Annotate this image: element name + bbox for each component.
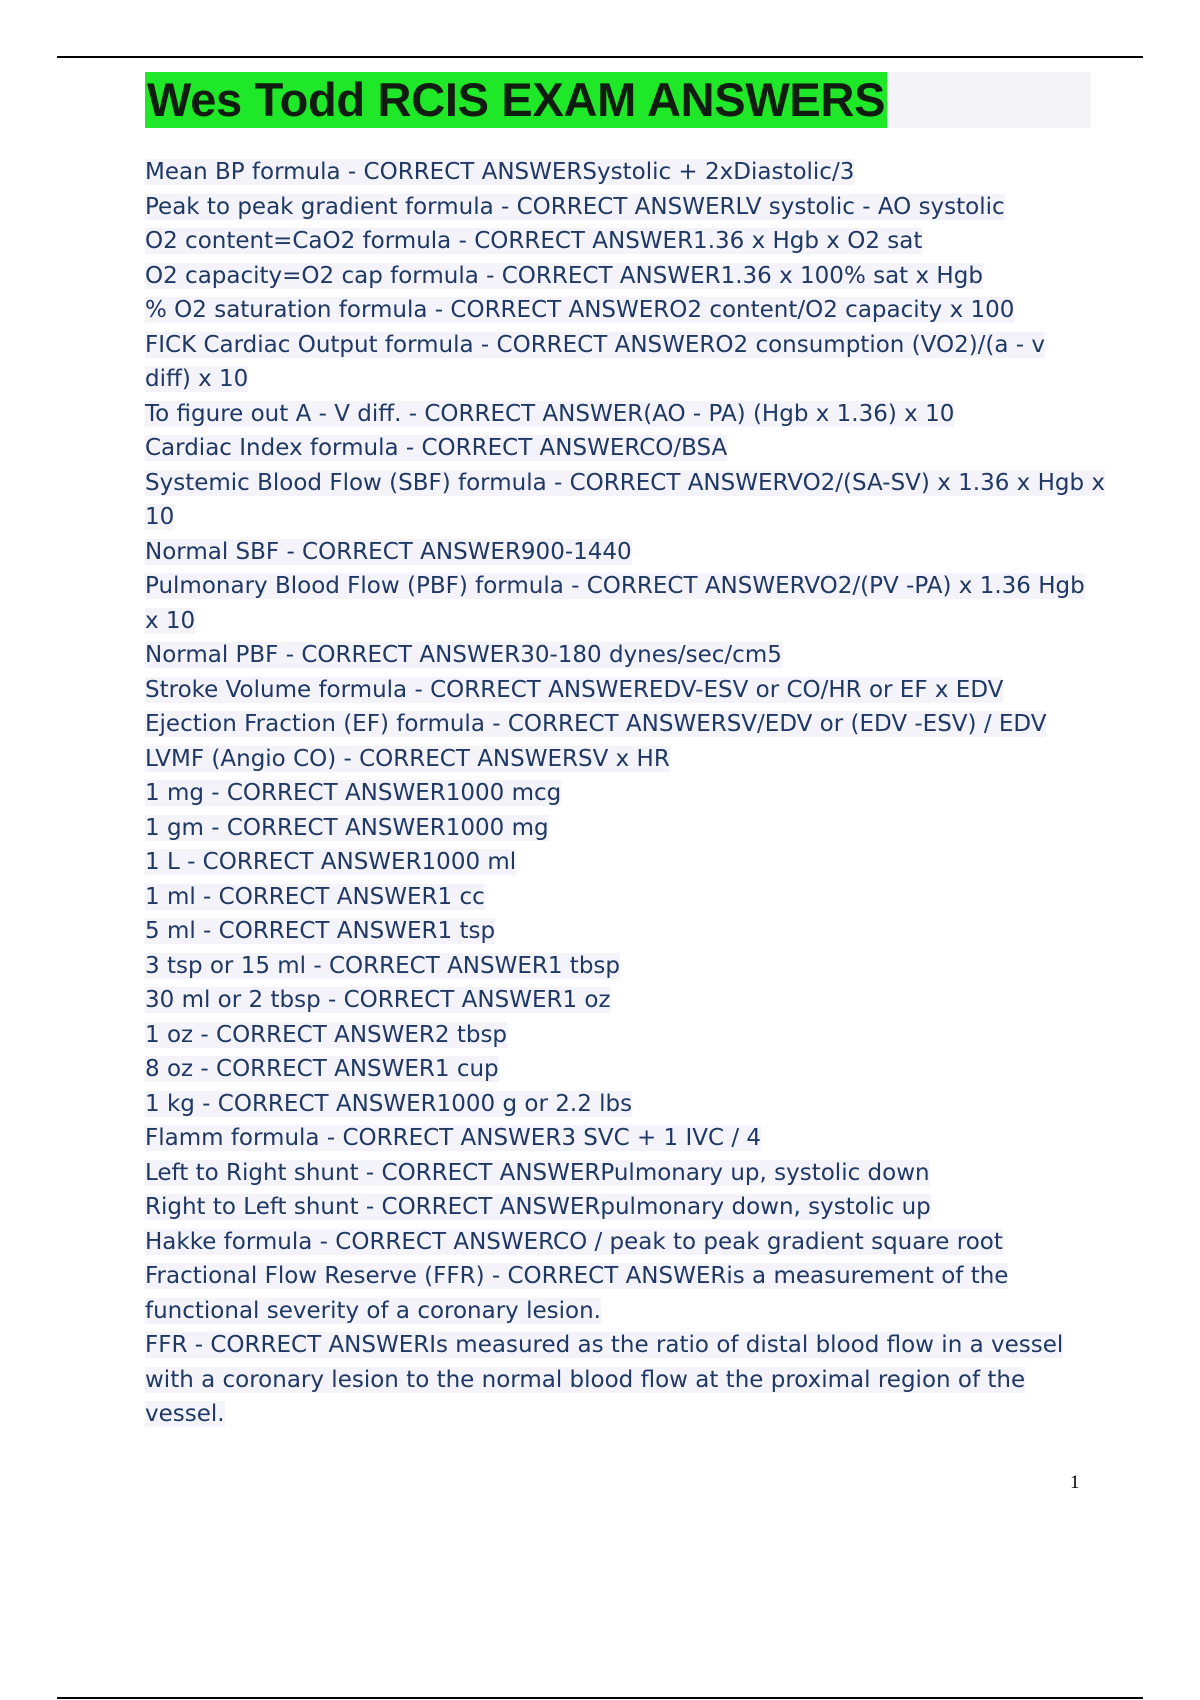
text-line: [145, 1052, 1095, 1087]
text-line: [145, 1087, 1095, 1122]
text-line-content: 10: [145, 504, 175, 530]
text-line: [145, 880, 1095, 915]
text-line-content: O2 capacity=O2 cap formula - CORRECT ANSWER1.36 x 100% sat x Hgb: [145, 262, 983, 289]
text-line-content: FICK Cardiac Output formula - CORRECT ANSWERO2 consumption (VO2)/(a - v: [145, 331, 1046, 358]
text-line-content: % O2 saturation formula - CORRECT ANSWERO2 content/O2 capacity x 100: [145, 297, 1015, 323]
text-line: [145, 604, 1095, 639]
page-number: 1: [1070, 1472, 1080, 1493]
text-line-content: x 10: [145, 607, 196, 634]
text-line-content: vessel.: [145, 1401, 225, 1427]
text-line-content: 1 gm - CORRECT ANSWER1000 mg: [145, 814, 549, 841]
text-line-content: 30 ml or 2 tbsp - CORRECT ANSWER1 oz: [145, 987, 611, 1013]
text-line: [145, 155, 1095, 190]
text-line: [145, 742, 1095, 777]
title-band: [145, 72, 1091, 128]
text-line-content: Peak to peak gradient formula - CORRECT ANSWERLV systolic - AO systolic: [145, 193, 1005, 220]
text-line: [145, 776, 1095, 811]
text-line: [145, 397, 1095, 432]
text-line-content: 1 kg - CORRECT ANSWER1000 g or 2.2 lbs: [145, 1090, 633, 1117]
text-line-content: O2 content=CaO2 formula - CORRECT ANSWER1.36 x Hgb x O2 sat: [145, 228, 923, 254]
text-line: [145, 845, 1095, 880]
text-line-content: 8 oz - CORRECT ANSWER1 cup: [145, 1056, 499, 1082]
text-line: [145, 500, 1095, 535]
text-line-content: 1 L - CORRECT ANSWER1000 ml: [145, 849, 517, 875]
text-line-content: functional severity of a coronary lesion.: [145, 1297, 601, 1324]
text-line-content: 3 tsp or 15 ml - CORRECT ANSWER1 tbsp: [145, 952, 621, 979]
text-line-content: Hakke formula - CORRECT ANSWERCO / peak to peak gradient square root: [145, 1228, 1003, 1255]
text-line-content: Normal SBF - CORRECT ANSWER900-1440: [145, 538, 632, 565]
document-title: Wes Todd RCIS EXAM ANSWERS: [147, 73, 886, 126]
text-line: [145, 1294, 1095, 1329]
bottom-rule: [57, 1697, 1143, 1699]
text-line: [145, 362, 1095, 397]
text-line: [145, 259, 1095, 294]
text-line-content: with a coronary lesion to the normal blood flow at the proximal region of the: [145, 1366, 1026, 1393]
text-line: [145, 1225, 1095, 1260]
text-line-content: LVMF (Angio CO) - CORRECT ANSWERSV x HR: [145, 745, 670, 772]
text-line: [145, 638, 1095, 673]
text-line: [145, 673, 1095, 708]
text-line-content: Mean BP formula - CORRECT ANSWERSystolic + 2xDiastolic/3: [145, 159, 855, 185]
text-line-content: Flamm formula - CORRECT ANSWER3 SVC + 1 IVC / 4: [145, 1125, 762, 1151]
text-line: [145, 1121, 1095, 1156]
text-line: [145, 190, 1095, 225]
text-line-content: FFR - CORRECT ANSWERIs measured as the ratio of distal blood flow in a vessel: [145, 1332, 1064, 1358]
text-line: [145, 1363, 1095, 1398]
text-line: [145, 1156, 1095, 1191]
text-line-content: 5 ml - CORRECT ANSWER1 tsp: [145, 918, 496, 944]
text-line: [145, 535, 1095, 570]
text-line: [145, 293, 1095, 328]
text-line: [145, 1259, 1095, 1294]
top-rule: [57, 56, 1143, 58]
text-line: [145, 811, 1095, 846]
text-line-content: To figure out A - V diff. - CORRECT ANSWER(AO - PA) (Hgb x 1.36) x 10: [145, 400, 955, 427]
text-line-content: Cardiac Index formula - CORRECT ANSWERCO/BSA: [145, 435, 728, 461]
text-line-content: 1 mg - CORRECT ANSWER1000 mcg: [145, 780, 562, 806]
text-line: [145, 1328, 1095, 1363]
text-line: [145, 1190, 1095, 1225]
text-line: [145, 431, 1095, 466]
text-line: [145, 1397, 1095, 1432]
text-line: [145, 328, 1095, 363]
text-line: [145, 983, 1095, 1018]
text-line-content: 1 ml - CORRECT ANSWER1 cc: [145, 883, 485, 910]
text-line-content: Pulmonary Blood Flow (PBF) formula - CORRECT ANSWERVO2/(PV -PA) x 1.36 Hgb: [145, 573, 1085, 599]
text-line: [145, 949, 1095, 984]
text-line-content: diff) x 10: [145, 366, 249, 392]
text-line: [145, 224, 1095, 259]
text-line-content: Ejection Fraction (EF) formula - CORRECT ANSWERSV/EDV or (EDV -ESV) / EDV: [145, 711, 1047, 737]
text-line: [145, 569, 1095, 604]
text-line-content: Left to Right shunt - CORRECT ANSWERPulmonary up, systolic down: [145, 1159, 930, 1186]
text-line-content: Normal PBF - CORRECT ANSWER30-180 dynes/sec/cm5: [145, 642, 782, 668]
text-line: [145, 914, 1095, 949]
text-line-content: Stroke Volume formula - CORRECT ANSWEREDV-ESV or CO/HR or EF x EDV: [145, 676, 1004, 703]
text-line-content: Right to Left shunt - CORRECT ANSWERpulmonary down, systolic up: [145, 1194, 931, 1220]
text-line-content: Systemic Blood Flow (SBF) formula - CORRECT ANSWERVO2/(SA-SV) x 1.36 x Hgb x: [145, 469, 1105, 496]
text-line: [145, 707, 1095, 742]
text-line: [145, 1018, 1095, 1053]
text-line-content: 1 oz - CORRECT ANSWER2 tbsp: [145, 1021, 508, 1048]
document-body: [145, 155, 1105, 1432]
text-line: [145, 466, 1105, 501]
text-line-content: Fractional Flow Reserve (FFR) - CORRECT ANSWERis a measurement of the: [145, 1263, 1009, 1289]
